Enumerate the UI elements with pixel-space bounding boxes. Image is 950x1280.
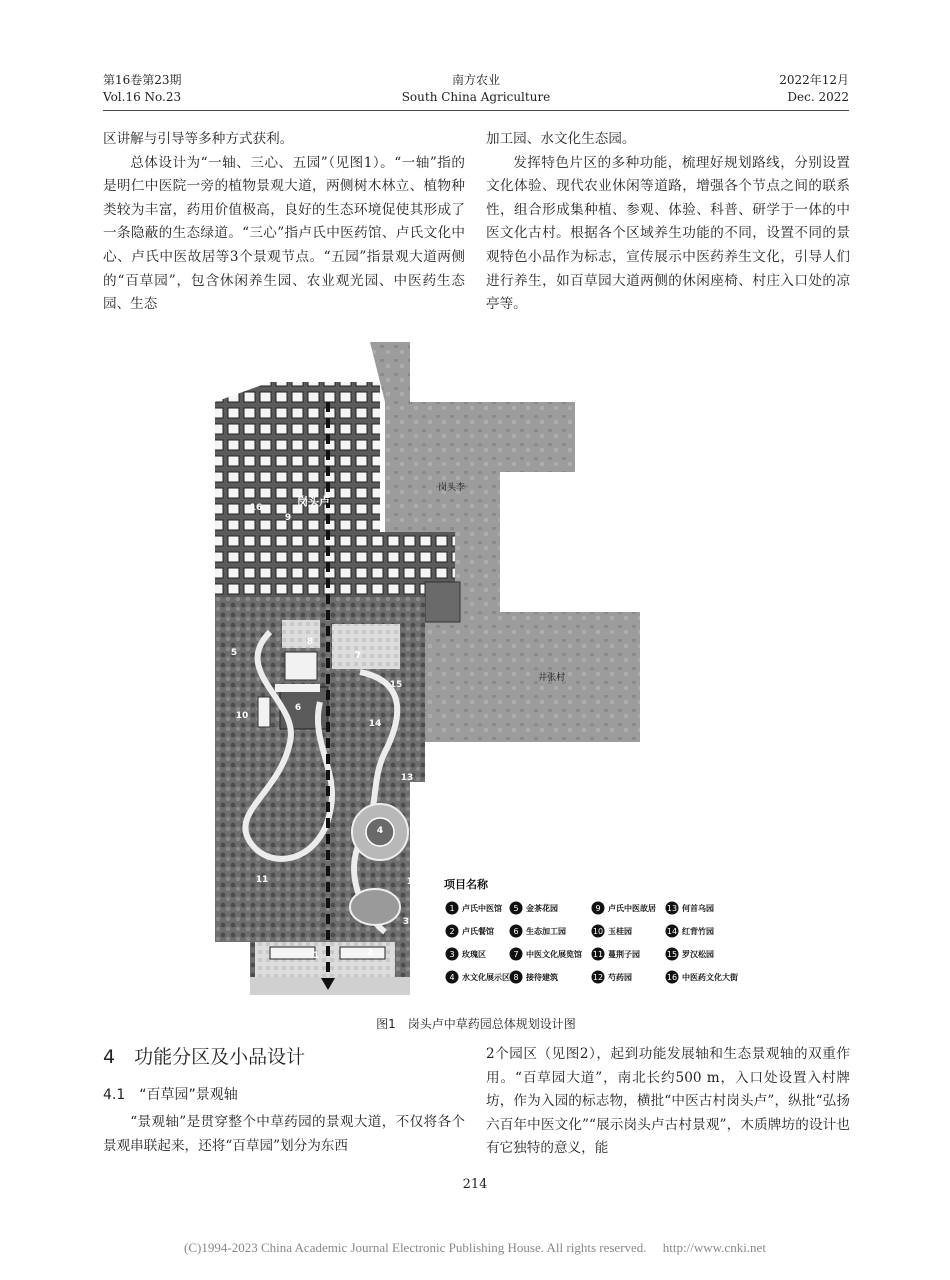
legend-label: 罗汉松园 [682,950,714,959]
legend-number: 15 [666,950,678,959]
paragraph: 加工园、水文化生态园。 [486,131,636,147]
legend-label: 金茶花园 [526,904,558,913]
restaurant-building [340,947,385,959]
exhibition-hall [332,624,400,669]
map-marker-15: 15 [389,680,403,690]
legend-number: 8 [513,973,519,982]
section-heading: 4 功能分区及小品设计 [103,1046,306,1068]
copyright-footer: (C)1994-2023 China Academic Journal Electronic Publishing House. All rights reserved. http://www.cnki.net [184,1240,766,1255]
legend-number: 3 [449,950,455,959]
paragraph: 2个园区（见图2），起到功能发展轴和生态景观轴的双重作用。“百草园大道”，南北长约500 m，入口处设置入村牌坊，作为入园的标志物，横批“中医古村岗头卢”，纵批“弘扬六百年中医文化”“展示岗头卢古村景观”，木质牌坊的设计也有它独特的意义，能 [486,1046,850,1157]
legend-number: 13 [666,904,678,913]
legend-label: 卢氏中医馆 [462,904,502,913]
map-marker-11: 11 [255,875,269,885]
header-volume-cn: 第16卷第23期 [103,73,182,87]
header-date [779,72,849,106]
legend-number: 6 [513,927,519,936]
map-marker-14: 14 [368,719,382,729]
peony-garden-pond [350,889,400,925]
map-marker-9: 9 [284,513,292,523]
header-journal [103,72,849,106]
subsection-heading: 4.1 “百草园”景观轴 [103,1087,238,1103]
body-column-right-bottom [486,1043,850,1161]
label-gangli-village: 岗头李 [438,483,466,493]
legend-label: 生态加工园 [526,927,566,936]
legend-number: 11 [592,950,604,959]
paragraph: “景观轴”是贯穿整个中草药园的景观大道，不仅将各个景观串联起来，还将“百草园”划分为东西 [103,1114,465,1154]
map-marker-5: 5 [230,648,238,658]
village-housing-block [215,382,380,597]
map-marker-1: 1 [312,951,320,961]
legend-label: 玉桂园 [608,927,632,936]
figure-caption: 图1 岗头卢中草药园总体规划设计图 [376,1017,576,1031]
map-marker-7: 7 [354,651,362,661]
body-column-left-top [103,128,465,317]
master-plan-map [210,342,750,1004]
map-marker-13: 13 [400,773,414,783]
legend-label: 芍药园 [608,973,632,982]
workshop-roof [275,684,320,692]
page-number: 214 [462,1177,488,1192]
master-plan-figure [210,342,750,1004]
legend-label: 卢氏中医故居 [608,904,656,913]
header-journal-en: South China Agriculture [401,90,551,104]
village-annex [272,382,298,402]
legend-label: 接待建筑 [526,973,558,982]
legend [444,877,738,984]
legend-number: 5 [513,904,519,913]
legend-label: 卢氏餐馆 [462,927,494,936]
body-column-left-bottom [103,1111,465,1158]
legend-label: 何首乌园 [682,904,714,913]
legend-number: 7 [513,950,519,959]
legend-number: 4 [449,973,455,982]
paragraph: 区讲解与引导等多种方式获利。 [103,131,294,147]
legend-label: 水文化展示区 [462,973,510,982]
legend-label: 红背竹园 [682,927,714,936]
map-marker-8: 8 [306,637,314,647]
header-rule [103,110,849,111]
map-marker-3: 3 [402,917,410,927]
header-volume-en: Vol.16 No.23 [103,90,182,104]
map-marker-10: 10 [235,711,249,721]
label-ganglu-village: 岗头卢 [297,495,330,508]
header-journal-cn: 南方农业 [451,73,500,87]
paragraph: 发挥特色片区的多种功能，梳理好规划路线，分别设置文化体验、现代农业休闲等道路，增强各个节点之间的联系性，组合形成集种植、参观、体验、科普、研学于一体的中医文化古村。根据各个区域养生功能的不同，设置不同的景观特色小品作为标志，宣传展示中医药养生文化，引导人们进行养生，如百草园大道两侧的休闲座椅、村庄入口处的凉亭等。 [486,154,850,313]
clinic-building [270,947,315,959]
reception-annex [285,652,317,680]
legend-number: 9 [595,904,601,913]
reception-building [282,620,320,648]
legend-label: 玫瑰区 [462,950,486,959]
legend-number: 14 [666,927,678,936]
header-date-cn: 2022年12月 [779,73,849,87]
legend-number: 10 [592,927,604,936]
pond-plot [425,582,460,622]
running-header [103,72,849,110]
map-marker-6: 6 [294,703,302,713]
header-date-en: Dec. 2022 [787,90,849,104]
body-column-right-top [486,128,850,317]
paragraph: 总体设计为“一轴、三心、五园”（见图1）。“一轴”指的是明仁中医院一旁的植物景观大道，两侧树木林立、植物种类较为丰富，药用价值极高，良好的生态环境促使其形成了一条隐蔽的生态绿道。“三心”指卢氏中医药馆、卢氏文化中心、卢氏中医故居等3个景观节点。“五园”指景观大道两侧的“百草园”，包含休闲养生园、农业观光园、中医药生态园、生态 [103,154,465,313]
legend-number: 1 [449,904,455,913]
legend-label: 中医药文化大街 [682,973,738,982]
legend-label: 中医文化展览馆 [526,950,582,959]
legend-number: 12 [592,973,604,982]
map-marker-2: 2 [366,948,374,958]
map-marker-12: 12 [406,877,420,887]
legend-label: 蔓荆子园 [608,950,640,959]
map-marker-16: 16 [249,503,263,513]
legend-title: 项目名称 [444,878,488,891]
legend-number: 16 [666,973,678,982]
label-jingzhang-village: 井张村 [538,673,566,683]
map-marker-4: 4 [376,826,384,836]
legend-number: 2 [449,927,455,936]
cinnamon-pavilion [258,697,270,727]
